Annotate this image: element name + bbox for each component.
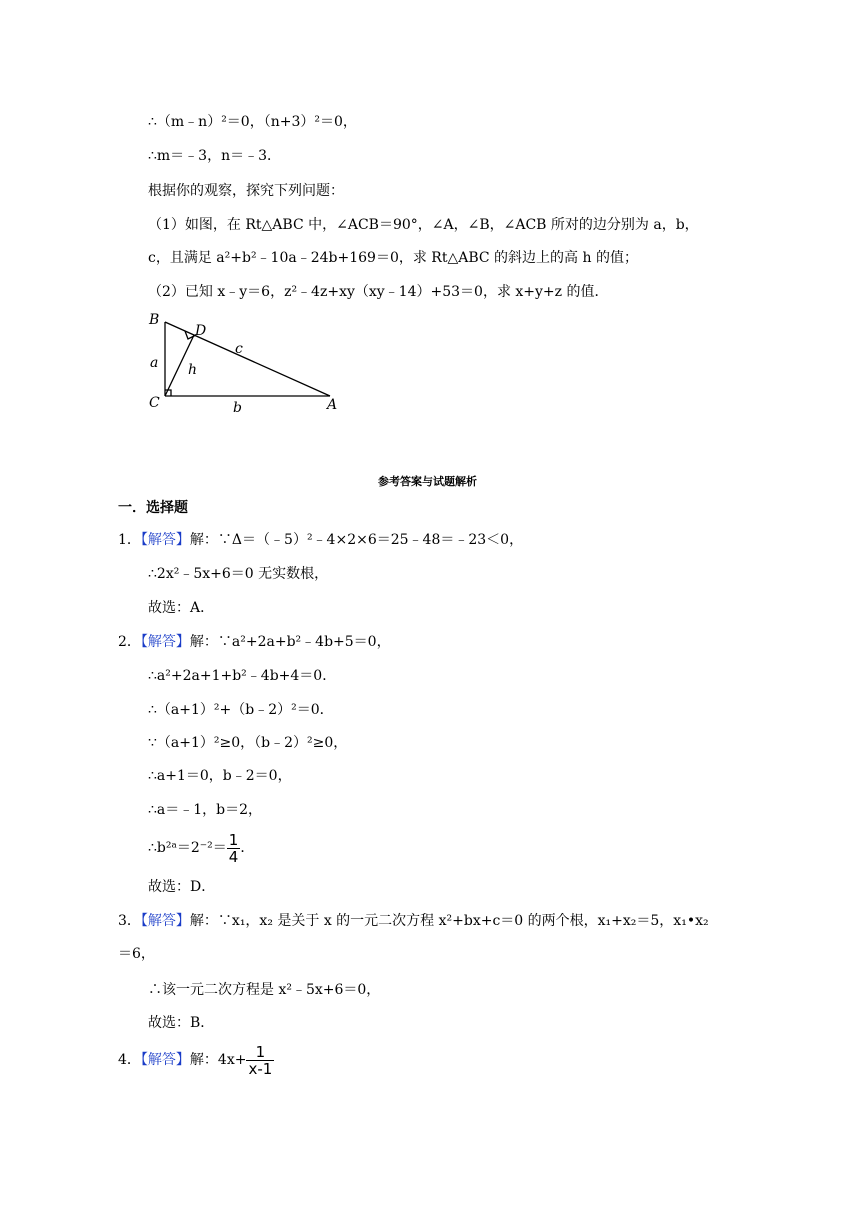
intro-line-1: ∴（m﹣n）²＝0，（n+3）²＝0， [148, 114, 357, 130]
label-d-vertex: D [195, 323, 207, 339]
answer-4-line-1 [118, 1040, 274, 1080]
answer-tag: 【解答】 [140, 1052, 190, 1068]
answer-2-line-3: ∴（a+1）²+（b﹣2）²＝0． [148, 702, 334, 718]
label-b-vertex: B [149, 312, 160, 328]
label-side-c: c [235, 341, 243, 357]
answer-tag: 【解答】 [140, 913, 190, 929]
question-1-line-2: c，且满足 a²+b²﹣10a﹣24b+169＝0，求 Rt△ABC 的斜边上的高 h 的值； [148, 250, 638, 266]
fraction-denominator: 4 [228, 847, 239, 866]
answer-3-text-1: ∵x₁，x₂ 是关于 x 的一元二次方程 x²+bx+c＝0 的两个根，x₁+x₂＝5，x₁•x₂ [217, 913, 709, 929]
label-side-a: a [150, 355, 159, 371]
answer-3-line-2: ＝6， [118, 946, 155, 962]
jie-label: 解： [189, 913, 218, 929]
answer-tag: 【解答】 [140, 532, 190, 548]
answer-1-line-2: ∴2x²﹣5x+6＝0 无实数根， [148, 566, 329, 582]
answer-2-line-7-pre: ∴b²ᵃ＝2⁻²＝ [148, 840, 227, 856]
fraction-numerator: 1 [246, 1044, 274, 1061]
jie-label: 解： [189, 532, 218, 548]
answer-2-line-1 [118, 632, 391, 652]
answer-3-line-1 [118, 911, 709, 931]
intro-line-3: 根据你的观察，探究下列问题： [148, 183, 344, 199]
answer-2-line-6: ∴a＝﹣1，b＝2， [148, 802, 263, 818]
answer-2-line-7-post: ． [240, 840, 255, 856]
answers-title: 参考答案与试题解析 [378, 475, 477, 488]
fraction-denominator: x-1 [248, 1059, 273, 1078]
question-1-line-1: （1）如图，在 Rt△ABC 中，∠ACB＝90°，∠A，∠B，∠ACB 所对的边分别为 a，b， [148, 217, 699, 233]
answer-4-number: 4． [118, 1052, 141, 1068]
fraction-numerator: 1 [228, 830, 239, 849]
answer-2-line-7 [148, 830, 254, 866]
answer-2-line-8: 故选：D． [148, 879, 216, 895]
answer-3-number: 3． [118, 913, 141, 929]
answer-2-line-2: ∴a²+2a+1+b²﹣4b+4＝0． [148, 668, 337, 684]
section-heading: 一．选择题 [118, 500, 188, 516]
label-side-b: b [233, 400, 242, 416]
triangle-figure [140, 308, 350, 418]
answer-1-text-1: ∵Δ＝（﹣5）²﹣4×2×6＝25﹣48＝﹣23＜0， [217, 532, 524, 548]
jie-label: 解： [189, 634, 218, 650]
label-c-vertex: C [149, 395, 160, 411]
answer-2-line-4: ∵（a+1）²≥0，（b﹣2）²≥0， [148, 735, 348, 751]
fraction-one-quarter [227, 832, 241, 865]
answer-4-pre: 4x+ [217, 1052, 247, 1068]
answer-1-line-1 [118, 530, 523, 550]
intro-line-2: ∴m＝﹣3，n＝﹣3． [148, 148, 282, 164]
answer-2-number: 2． [118, 634, 141, 650]
answer-2-text-1: ∵a²+2a+b²﹣4b+5＝0， [217, 634, 391, 650]
jie-label: 解： [189, 1052, 218, 1068]
question-2: （2）已知 x﹣y＝6，z²﹣4z+xy（xy﹣14）+53＝0，求 x+y+z 的值． [148, 284, 609, 300]
answer-tag: 【解答】 [140, 634, 190, 650]
fraction-one-over-x-minus-1 [246, 1044, 274, 1077]
side-ab [165, 322, 330, 396]
answer-1-line-3: 故选：A． [148, 600, 215, 616]
answer-2-line-5: ∴a+1＝0，b﹣2＝0， [148, 768, 292, 784]
answer-1-number: 1． [118, 532, 141, 548]
answer-3-line-3: ∴该一元二次方程是 x²﹣5x+6＝0， [148, 982, 381, 998]
label-a-vertex: A [327, 397, 338, 413]
label-height-h: h [188, 362, 198, 378]
answer-3-line-4: 故选：B． [148, 1015, 215, 1031]
